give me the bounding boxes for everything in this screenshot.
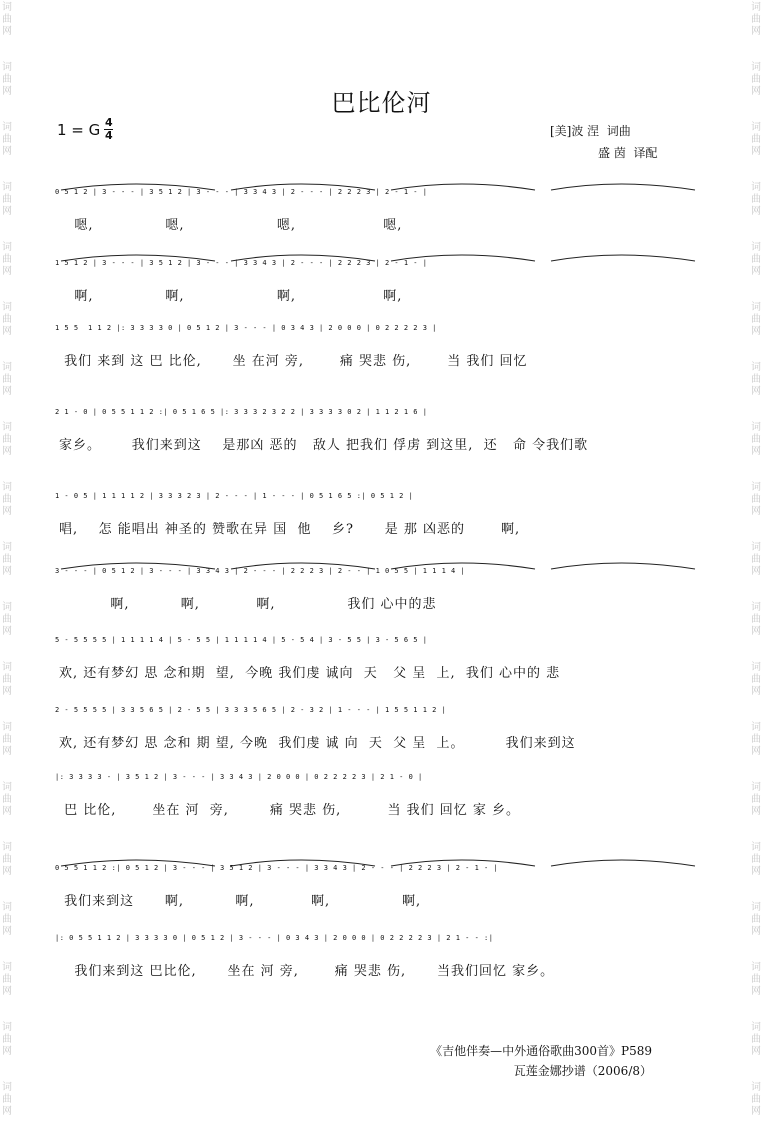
notation-line: 1 - 0 5 | 1 1 1 1 2 | 3 3 3 2 3 | 2 - - - | 1 - - - | 0 5 1 6 5 :| 0 5 1 2 |	[55, 492, 414, 500]
notation-line: 0 5 1 2 | 3 - - - | 3 5 1 2 | 3 - - - | 3 3 4 3 | 2 - - - | 2 2 2 3 | 2 - 1 - |	[55, 188, 428, 196]
score-line	[55, 492, 707, 542]
score-line	[55, 408, 707, 458]
score-line	[55, 636, 707, 686]
watermark-text: 词 曲 网	[751, 662, 761, 697]
notation-line: 5 - 5 5 5 5 | 1 1 1 1 4 | 5 - 5 5 | 1 1 1 1 4 | 5 - 5 4 | 3 - 5 5 | 3 - 5 6 5 |	[55, 636, 428, 644]
watermark-text: 词 曲 网	[751, 62, 761, 97]
notation-line: 2 - 5 5 5 5 | 3 3 5 6 5 | 2 - 5 5 | 3 3 3 5 6 5 | 2 - 3 2 | 1 - - - | 1 5 5 1 1 2 |	[55, 706, 447, 714]
watermark-text: 词 曲 网	[2, 842, 12, 877]
watermark-text: 词 曲 网	[2, 302, 12, 337]
watermark-text: 词 曲 网	[2, 1082, 12, 1117]
lyric-line: 我们来到这 啊, 啊, 啊, 啊,	[59, 894, 422, 909]
time-signature	[104, 118, 113, 141]
watermark-text: 词 曲 网	[2, 722, 12, 757]
lyric-line: 巴 比伦, 坐在 河 旁, 痛 哭悲 伤, 当 我们 回忆 家 乡。	[59, 803, 521, 818]
watermark-text: 词 曲 网	[2, 422, 12, 457]
lyric-line: 我们来到这 巴比伦, 坐在 河 旁, 痛 哭悲 伤, 当我们回忆 家乡。	[59, 964, 555, 979]
watermark-text: 词 曲 网	[751, 782, 761, 817]
lyric-line: 唱, 怎 能唱出 神圣的 赞歌在异 国 他 乡? 是 那 凶恶的 啊,	[59, 522, 521, 537]
watermark-text: 词 曲 网	[2, 542, 12, 577]
lyric-line: 家乡。 我们来到这 是那凶 恶的 敌人 把我们 俘虏 到这里, 还 命 令我们歌	[59, 438, 589, 453]
watermark-text: 词 曲 网	[2, 182, 12, 217]
watermark-text: 词 曲 网	[2, 122, 12, 157]
notation-line: 2 1 - 0 | 0 5 5 1 1 2 :| 0 5 1 6 5 |: 3 3 3 2 3 2 2 | 3 3 3 3 0 2 | 1 1 2 1 6 |	[55, 408, 428, 416]
watermark-text: 词 曲 网	[2, 362, 12, 397]
lyric-line: 我们 来到 这 巴 比伦, 坐 在河 旁, 痛 哭悲 伤, 当 我们 回忆	[59, 354, 528, 369]
watermark-text: 词 曲 网	[751, 242, 761, 277]
key-signature	[57, 118, 113, 141]
watermark-text: 词 曲 网	[751, 962, 761, 997]
watermark-text: 词 曲 网	[751, 422, 761, 457]
watermark-text: 词 曲 网	[751, 722, 761, 757]
watermark-text: 词 曲 网	[751, 2, 761, 37]
watermark-text: 词 曲 网	[2, 1022, 12, 1057]
song-title: 巴比伦河	[331, 89, 432, 117]
credit-lyricist-composer: [美]波 涅 词曲	[550, 124, 631, 138]
notation-line: 0 5 5 1 1 2 :| 0 5 1 2 | 3 - - - | 3 5 1 2 | 3 - - - | 3 3 4 3 | 2 - - - | 2 2 2 3 | 2 - 1 - |	[55, 864, 499, 872]
lyric-line: 嗯, 嗯, 嗯, 嗯,	[59, 218, 403, 233]
watermark-text: 词 曲 网	[751, 542, 761, 577]
watermark-text: 词 曲 网	[2, 782, 12, 817]
notation-line: |: 3 3 3 3 - | 3 5 1 2 | 3 - - - | 3 3 4 3 | 2 0 0 0 | 0 2 2 2 2 3 | 2 1 - 0 |	[55, 773, 423, 781]
watermark-text: 词 曲 网	[751, 362, 761, 397]
watermark-text: 词 曲 网	[751, 602, 761, 637]
watermark-text: 词 曲 网	[2, 662, 12, 697]
notation-line: 3 - - - | 0 5 1 2 | 3 - - - | 3 3 4 3 | 2 - - - | 2 2 2 3 | 2 - - | 1 0 5 5 | 1 1 1 4 |	[55, 567, 466, 575]
watermark-text: 词 曲 网	[2, 482, 12, 517]
credits	[550, 120, 657, 164]
notation-line: |: 0 5 5 1 1 2 | 3 3 3 3 0 | 0 5 1 2 | 3 - - - | 0 3 4 3 | 2 0 0 0 | 0 2 2 2 2 3 | 2 1 - - :|	[55, 934, 494, 942]
watermark-text: 词 曲 网	[2, 62, 12, 97]
score-line	[55, 188, 707, 238]
watermark-text: 词 曲 网	[751, 902, 761, 937]
watermark-text: 词 曲 网	[751, 1022, 761, 1057]
watermark-right	[749, 0, 763, 1126]
watermark-text: 词 曲 网	[751, 1082, 761, 1117]
time-denominator: 4	[104, 129, 113, 142]
time-numerator: 4	[104, 116, 113, 129]
source-note	[430, 1041, 652, 1081]
lyric-line: 欢, 还有梦幻 思 念和 期 望, 今晚 我们虔 诚 向 天 父 呈 上。 我们来到这	[59, 736, 576, 751]
key-label: 1 = G	[57, 120, 101, 139]
lyric-line: 啊, 啊, 啊, 我们 心中的悲	[59, 597, 437, 612]
watermark-text: 词 曲 网	[2, 602, 12, 637]
watermark-left	[0, 0, 14, 1126]
notation-line: 1 5 1 2 | 3 - - - | 3 5 1 2 | 3 - - - | 3 3 4 3 | 2 - - - | 2 2 2 3 | 2 - 1 - |	[55, 259, 428, 267]
score-line	[55, 773, 707, 823]
source-book: 《吉他伴奏—中外通俗歌曲300首》P589	[430, 1044, 652, 1058]
watermark-text: 词 曲 网	[2, 242, 12, 277]
notation-line: 1 5 5 1 1 2 |: 3 3 3 3 0 | 0 5 1 2 | 3 - - - | 0 3 4 3 | 2 0 0 0 | 0 2 2 2 2 3 |	[55, 324, 437, 332]
credit-translator: 盛 茵 译配	[598, 146, 658, 160]
score-line	[55, 324, 707, 374]
score-line	[55, 934, 707, 984]
score-line	[55, 706, 707, 756]
watermark-text: 词 曲 网	[2, 962, 12, 997]
watermark-text: 词 曲 网	[2, 2, 12, 37]
watermark-text: 词 曲 网	[2, 902, 12, 937]
watermark-text: 词 曲 网	[751, 482, 761, 517]
watermark-text: 词 曲 网	[751, 842, 761, 877]
lyric-line: 啊, 啊, 啊, 啊,	[59, 289, 403, 304]
source-transcriber: 瓦莲金娜抄谱（2006/8）	[513, 1064, 652, 1078]
watermark-text: 词 曲 网	[751, 182, 761, 217]
score-line	[55, 864, 707, 914]
watermark-text: 词 曲 网	[751, 302, 761, 337]
watermark-text: 词 曲 网	[751, 122, 761, 157]
score-line	[55, 567, 707, 617]
lyric-line: 欢, 还有梦幻 思 念和期 望, 今晚 我们虔 诚向 天 父 呈 上, 我们 心中的 悲	[59, 666, 561, 681]
score-line	[55, 259, 707, 309]
